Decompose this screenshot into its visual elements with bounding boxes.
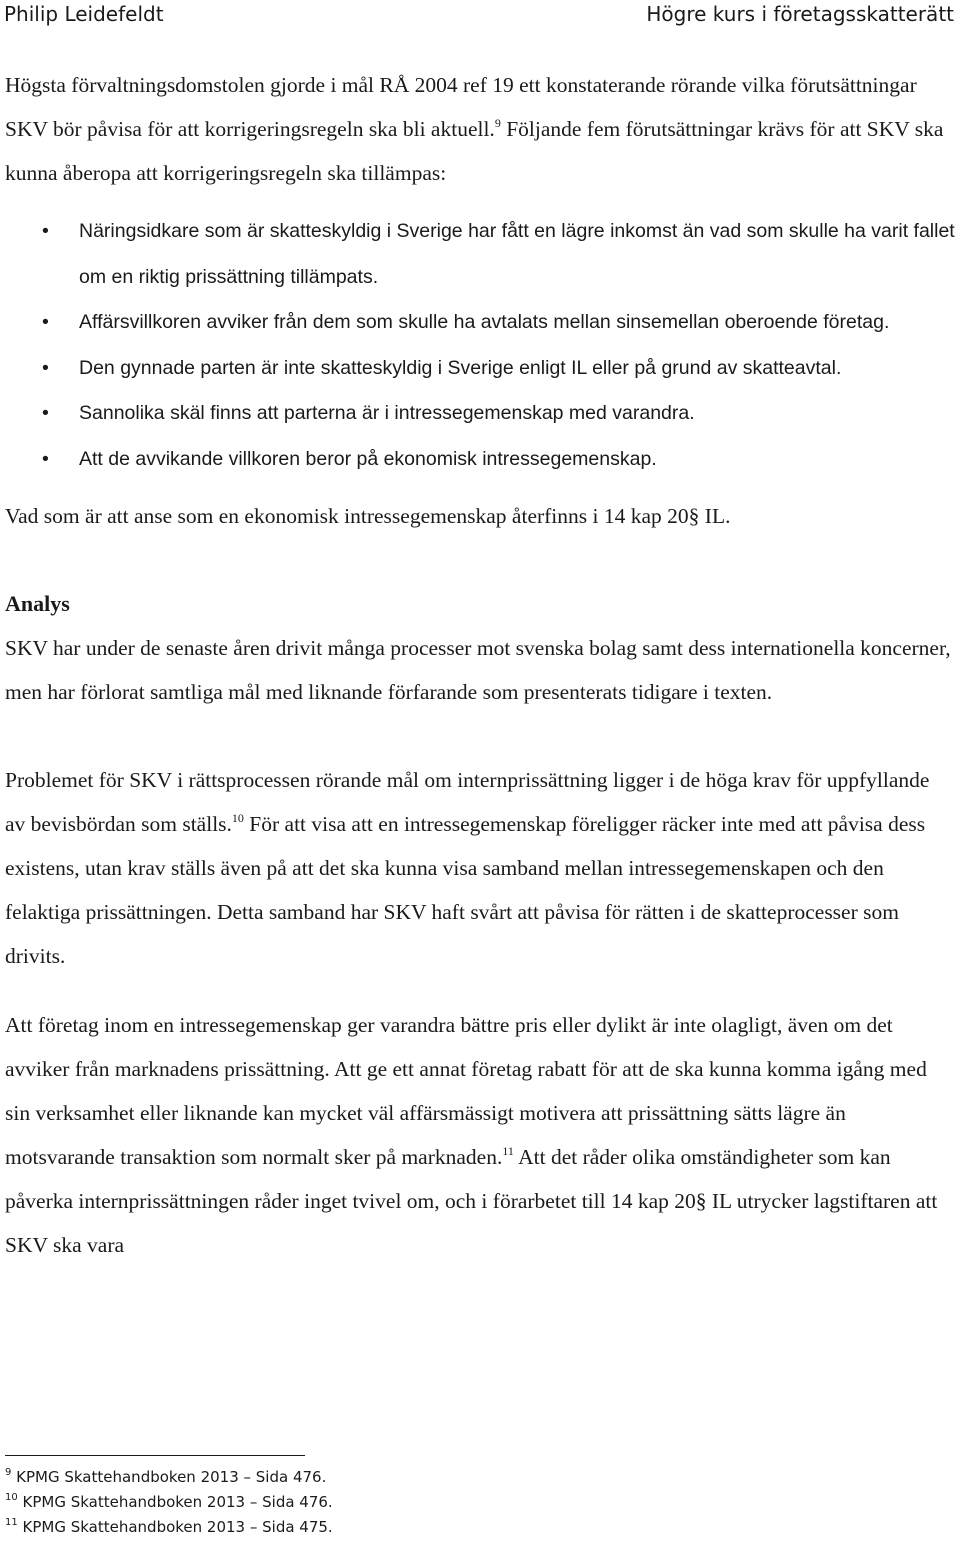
footnote <box>5 1515 333 1540</box>
list-item-text: Den gynnade parten är inte skatteskyldig i Sverige enligt IL eller på grund av skatteavtal. <box>79 356 842 379</box>
footnote-text: KPMG Skattehandboken 2013 – Sida 475. <box>17 1518 333 1536</box>
bullet-icon: • <box>42 402 49 424</box>
analysis-p3-text-b: Att det råder olika omständigheter som kan påverka internprissättningen råder inget tvivel om, och i förarbetet till 14 kap 20§ IL utrycker lagstiftaren att SKV ska vara <box>5 1145 938 1257</box>
footnote-ref-10: 10 <box>231 811 244 825</box>
requirements-list <box>5 209 955 482</box>
footnotes <box>5 1465 333 1540</box>
footnote-text: KPMG Skattehandboken 2013 – Sida 476. <box>11 1468 327 1486</box>
intro-paragraph <box>5 63 955 195</box>
footnote-number: 9 <box>5 1467 12 1478</box>
intro-text-a: Högsta förvaltningsdomstolen gjorde i mål RÅ 2004 ref 19 ett konstaterande rörande vilka förutsättningar SKV bör påvisa för att korrigeringsregeln ska bli aktuell. <box>5 73 917 141</box>
page-header <box>0 0 960 30</box>
footnote <box>5 1465 333 1490</box>
header-author: Philip Leidefeldt <box>4 2 164 26</box>
analysis-paragraph-3 <box>5 1003 955 1267</box>
analysis-p2-text-a: Problemet för SKV i rättsprocessen rörande mål om internprissättning ligger i de höga krav för uppfyllande av bevisbördan som ställs. <box>5 768 930 836</box>
analysis-p3-text-a: Att företag inom en intressegemenskap ger varandra bättre pris eller dylikt är inte olagligt, även om det avviker från marknadens prissättning. Att ge ett annat företag rabatt för att de ska kunna komma igång med sin verksamhet eller liknande kan mycket väl affärsmässigt motivera att prissättning sätts lägre än motsvarande transaktion som normalt sker på marknaden. <box>5 1013 927 1169</box>
list-item-text: Att de avvikande villkoren beror på ekonomisk intressegemenskap. <box>79 447 657 470</box>
list-item <box>5 209 955 300</box>
list-item-text: Affärsvillkoren avviker från dem som skulle ha avtalats mellan sinsemellan oberoende företag. <box>79 311 890 333</box>
list-item-text: Näringsidkare som är skatteskyldig i Sverige har fått en lägre inkomst än vad som skulle ha varit fallet om en riktig prissättning tillämpats. <box>79 220 955 288</box>
bullet-icon: • <box>42 447 49 470</box>
footnote-ref-11: 11 <box>502 1144 514 1158</box>
analysis-p2-text-b: För att visa att en intressegemenskap föreligger räcker inte med att påvisa dess existens, utan krav ställs även på att det ska kunna visa samband mellan intressegemenskapen och den felaktiga prissättningen. Detta samband har SKV haft svårt att påvisa för rätten i de skatteprocesser som drivits. <box>5 812 926 968</box>
header-course-title: Högre kurs i företagsskatterätt <box>646 2 954 26</box>
bullet-icon: • <box>42 356 49 379</box>
footnote-ref-9: 9 <box>494 116 501 130</box>
analysis-paragraph-1: SKV har under de senaste åren drivit många processer mot svenska bolag samt dess internationella koncerner, men har förlorat samtliga mål med liknande förfarande som presenterats tidigare i texten. <box>5 636 951 704</box>
footnote-number: 10 <box>5 1492 18 1503</box>
after-list-paragraph: Vad som är att anse som en ekonomisk intressegemenskap återfinns i 14 kap 20§ IL. <box>5 504 731 528</box>
intro-text-b: Följande fem förutsättningar krävs för att SKV ska kunna åberopa att korrigeringsregeln ska tillämpas: <box>5 117 944 185</box>
list-item-text: Sannolika skäl finns att parterna är i intressegemenskap med varandra. <box>79 402 695 424</box>
footnote-number: 11 <box>5 1517 18 1528</box>
section-heading: Analys <box>5 591 70 616</box>
analysis-paragraph-2 <box>5 758 955 978</box>
footnote-divider <box>5 1455 305 1456</box>
list-item <box>5 300 955 346</box>
list-item <box>5 346 955 392</box>
bullet-icon: • <box>42 311 49 333</box>
list-item <box>5 391 955 437</box>
footnote-text: KPMG Skattehandboken 2013 – Sida 476. <box>17 1493 333 1511</box>
list-item <box>5 437 955 483</box>
document-body <box>5 63 955 1267</box>
footnote <box>5 1490 333 1515</box>
bullet-icon: • <box>42 220 49 242</box>
